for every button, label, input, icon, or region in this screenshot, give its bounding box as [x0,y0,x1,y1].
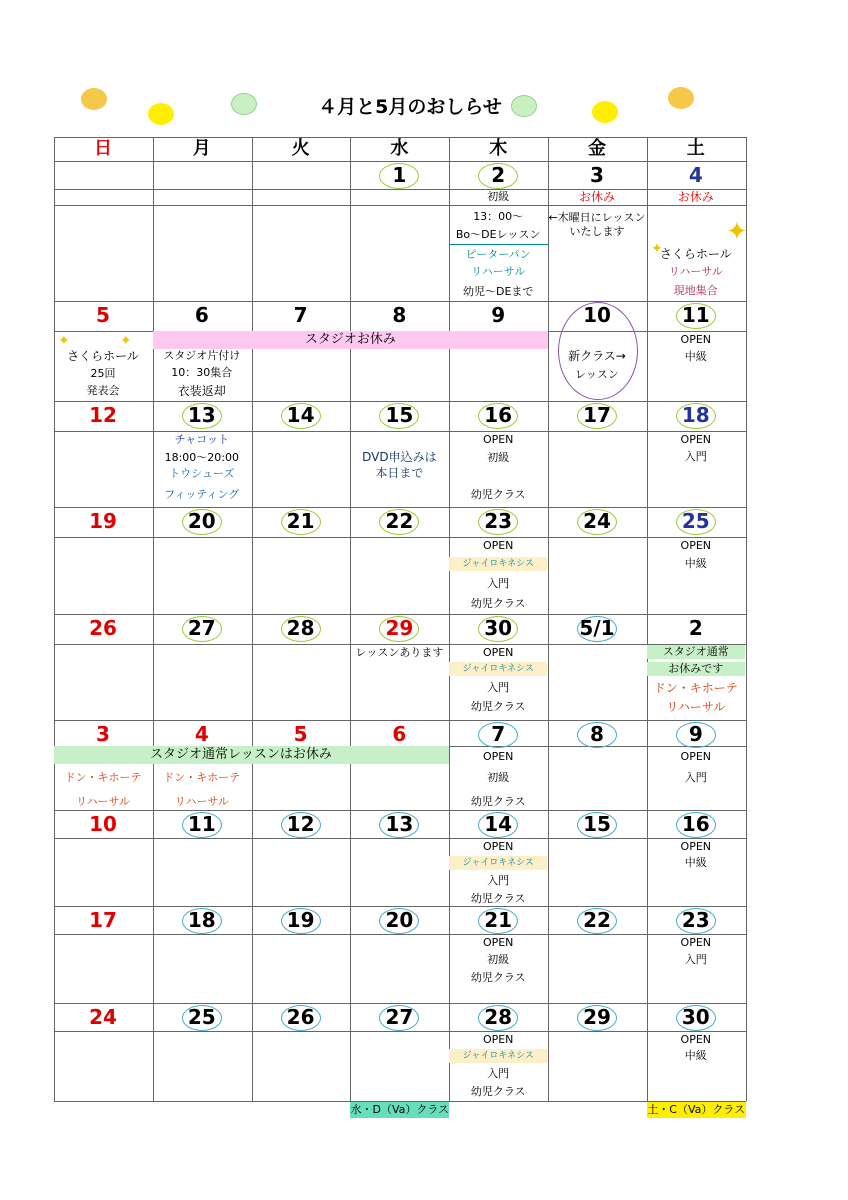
date-number: 13 [385,812,414,836]
cell-note: 13：00～ [473,210,524,223]
cell-note: 25回 [90,367,116,380]
date-number: 21 [286,509,315,533]
cell-note: 幼児クラス [470,597,526,610]
date-number: 22 [583,908,611,932]
date-number: 14 [484,812,513,836]
cell-note: リハーサル [666,700,726,714]
cell-note: 発表会 [86,384,120,397]
date-number: 9 [491,303,506,327]
cell-note: フィッティング [164,488,240,501]
cell-note: 入門 [487,874,510,887]
cell-note: 10：30集合 [171,366,233,379]
cell-note: OPEN [680,1033,712,1046]
date-number: 14 [286,403,315,427]
cell-note: 幼児クラス [470,795,526,808]
date-number: 9 [688,722,703,746]
grid-line [746,137,747,1101]
grid-line [54,644,746,645]
cell-note: 幼児クラス [470,1085,526,1098]
cell-note: 入門 [684,450,707,463]
cell-note: OPEN [482,646,514,659]
date-number: 5/1 [579,616,615,640]
date-number: 15 [385,403,414,427]
cell-note: チャコット [174,433,230,446]
date-number: 30 [484,616,513,640]
weekday-header: 水 [390,138,409,159]
date-number: 2 [688,616,703,640]
weekday-header: 金 [588,138,606,159]
cell-note: 幼児クラス [470,892,526,905]
date-number: 20 [385,908,414,932]
date-number: 20 [187,509,216,533]
cell-note: 中級 [684,1049,707,1062]
date-number: 19 [286,908,315,932]
cell-note: OPEN [680,750,712,763]
cell-note: OPEN [680,333,712,346]
grid-line [54,205,746,206]
date-number: 13 [187,403,216,427]
cell-note: ジャイロキネシス [449,1049,547,1063]
sparkle-icon: ✦ [120,333,132,349]
cell-note: 初級 [487,451,510,464]
date-number: 7 [491,722,506,746]
weekday-header: 月 [192,138,211,159]
cell-note: OPEN [680,539,712,552]
date-number: 12 [286,812,315,836]
cell-note: さくらホール [67,349,139,363]
date-number: 16 [484,403,513,427]
cell-note: 幼児クラス [470,488,526,501]
cell-note: OPEN [680,936,712,949]
cell-note: OPEN [680,433,712,446]
date-number: 12 [89,403,117,427]
sparkle-icon: ✦ [651,241,663,257]
cell-note: お休み [578,190,615,204]
date-number: 23 [681,908,710,932]
date-number: 22 [385,509,414,533]
date-number: 18 [187,908,216,932]
cell-note: 中級 [684,557,707,570]
date-number: 18 [681,403,710,427]
cell-note: ドン・キホーテ [163,771,241,784]
weekday-header: 火 [291,138,310,159]
date-number: 17 [89,908,117,932]
grid-line [54,537,746,538]
date-number: 6 [392,722,407,746]
cell-note: 幼児～DEまで [462,285,534,298]
cell-note: 中級 [684,350,707,363]
cell-note: 入門 [487,681,510,694]
cell-note: リハーサル [471,265,526,278]
cell-note: スタジオ通常 [647,645,745,659]
cell-note: さくらホール [659,247,732,261]
legend-wed: 水・D（Va）クラス [350,1103,450,1116]
date-number: 10 [583,303,611,327]
date-number: 25 [681,509,710,533]
date-number: 29 [583,1005,611,1029]
date-number: 1 [392,163,407,187]
date-number: 11 [681,303,710,327]
cell-note: 現地集合 [673,284,718,297]
date-number: 11 [187,812,216,836]
studio-closed-band: スタジオお休み [153,331,548,349]
date-number: 23 [484,509,513,533]
date-number: 27 [187,616,216,640]
cell-note: 入門 [487,1067,510,1080]
date-number: 25 [187,1005,216,1029]
cell-note: お休み [677,190,714,204]
date-number: 27 [385,1005,414,1029]
cell-note: ←木曜日にレッスン [548,211,646,224]
date-number: 4 [194,722,209,746]
cell-note: レッスンあります [355,646,444,659]
cell-note: リハーサル [174,795,229,808]
cell-note: お休みです [647,662,745,676]
cell-note: 18:00～20:00 [164,451,239,464]
date-number: 26 [286,1005,315,1029]
cell-note: ピーターパン [465,248,531,261]
sparkle-icon: ✦ [726,217,748,247]
cell-note: OPEN [482,936,514,949]
weekday-header: 日 [94,138,112,159]
weekday-header: 土 [686,138,705,159]
cell-note: ジャイロキネシス [449,557,547,571]
cell-note: 衣装返却 [177,384,226,398]
date-number: 17 [583,403,611,427]
cell-note: ジャイロキネシス [449,856,547,870]
date-number: 19 [89,509,117,533]
date-number: 5 [96,303,110,327]
cell-note: 本日まで [375,466,424,480]
grid-line [54,431,746,432]
date-number: 30 [681,1005,710,1029]
date-number: 4 [688,163,703,187]
date-number: 7 [293,303,308,327]
date-number: 26 [89,616,117,640]
date-number: 29 [385,616,414,640]
cell-note: 幼児クラス [470,700,526,713]
cell-note: Bo～DEレッスン [455,228,541,241]
cell-note: ドン・キホーテ [653,681,738,695]
cell-note: スタジオ片付け [163,349,241,362]
cell-note: 入門 [684,771,707,784]
cell-note: 中級 [684,856,707,869]
cell-note: 初級 [487,953,510,966]
cell-note: 入門 [684,953,707,966]
cell-note: 初級 [487,771,510,784]
date-number: 16 [681,812,710,836]
cell-note: ドン・キホーテ [64,771,142,784]
date-number: 10 [89,812,117,836]
note-divider [449,244,548,245]
date-number: 3 [96,722,110,746]
date-number: 21 [484,908,513,932]
cell-note: リハーサル [75,795,131,808]
cell-note: ジャイロキネシス [449,662,547,676]
date-number: 28 [484,1005,513,1029]
cell-note: リハーサル [668,265,723,278]
cell-note: DVD申込みは [362,450,437,464]
cell-note: レッスン [575,368,619,381]
date-number: 24 [89,1005,117,1029]
cell-note: OPEN [482,433,514,446]
cell-note: OPEN [482,750,514,763]
date-number: 5 [293,722,308,746]
page-title: ４月と5月のおしらせ [318,96,502,118]
cell-note: いたします [569,225,625,238]
date-number: 3 [590,163,604,187]
date-number: 6 [194,303,209,327]
cell-note: OPEN [680,840,712,853]
date-number: 2 [491,163,506,187]
date-number: 28 [286,616,315,640]
date-number: 24 [583,509,611,533]
cell-note: 幼児クラス [470,971,526,984]
date-number: 8 [392,303,407,327]
cell-note: OPEN [482,1033,514,1046]
legend-sat: 土・C（Va）クラス [647,1103,746,1116]
weekday-header: 木 [489,138,508,159]
cell-note: トウシューズ [169,467,235,480]
cell-note: 初級 [487,190,510,203]
cell-note: 入門 [487,577,510,590]
cell-note: 新クラス→ [568,349,626,363]
date-number: 8 [590,722,604,746]
cell-note: OPEN [482,840,514,853]
sparkle-icon: ✦ [58,333,70,349]
studio-closed-band: スタジオ通常レッスンはお休み [54,746,449,764]
cell-note: OPEN [482,539,514,552]
date-number: 15 [583,812,611,836]
calendar-grid [54,0,746,1200]
